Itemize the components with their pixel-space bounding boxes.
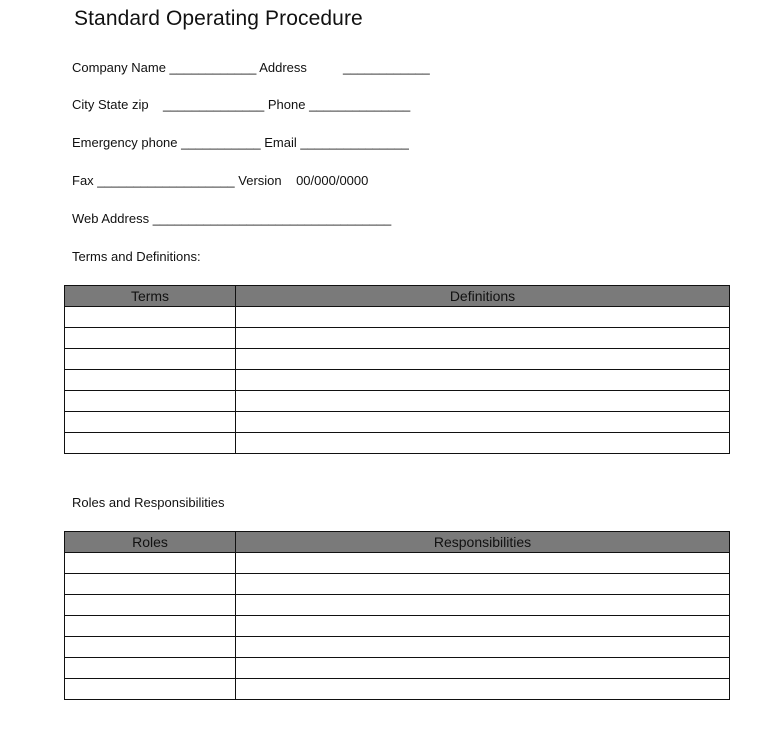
table-cell[interactable] <box>236 658 730 679</box>
table-cell[interactable] <box>65 412 236 433</box>
page-title: Standard Operating Procedure <box>74 7 363 30</box>
table-cell[interactable] <box>236 328 730 349</box>
terms-header-row <box>65 286 730 307</box>
table-row <box>65 616 730 637</box>
table-cell[interactable] <box>236 553 730 574</box>
table-row <box>65 370 730 391</box>
terms-section-heading: Terms and Definitions: <box>72 249 201 264</box>
terms-column-header: Terms <box>65 286 236 307</box>
table-cell[interactable] <box>65 307 236 328</box>
table-row <box>65 574 730 595</box>
table-cell[interactable] <box>236 595 730 616</box>
table-row <box>65 328 730 349</box>
table-cell[interactable] <box>65 391 236 412</box>
table-row <box>65 595 730 616</box>
fax-version-line: Fax ___________________ Version 00/000/0000 <box>72 173 369 188</box>
table-cell[interactable] <box>236 412 730 433</box>
company-address-line: Company Name ____________ Address ____________ <box>72 60 430 75</box>
table-cell[interactable] <box>65 433 236 454</box>
table-row <box>65 307 730 328</box>
table-cell[interactable] <box>65 574 236 595</box>
table-row <box>65 412 730 433</box>
table-cell[interactable] <box>236 391 730 412</box>
table-row <box>65 391 730 412</box>
table-cell[interactable] <box>65 553 236 574</box>
table-cell[interactable] <box>65 658 236 679</box>
table-row <box>65 553 730 574</box>
table-cell[interactable] <box>65 616 236 637</box>
table-cell[interactable] <box>236 637 730 658</box>
table-cell[interactable] <box>236 370 730 391</box>
emergency-email-line: Emergency phone ___________ Email _______________ <box>72 135 409 150</box>
roles-header-row <box>65 532 730 553</box>
city-phone-line: City State zip ______________ Phone ______________ <box>72 97 411 112</box>
table-cell[interactable] <box>65 679 236 700</box>
terms-table <box>64 285 730 454</box>
roles-table <box>64 531 730 700</box>
table-cell[interactable] <box>236 307 730 328</box>
responsibilities-column-header: Responsibilities <box>236 532 730 553</box>
table-cell[interactable] <box>65 595 236 616</box>
table-cell[interactable] <box>236 574 730 595</box>
table-cell[interactable] <box>236 433 730 454</box>
table-cell[interactable] <box>65 637 236 658</box>
web-address-line: Web Address _________________________________ <box>72 211 392 226</box>
table-cell[interactable] <box>236 349 730 370</box>
table-row <box>65 637 730 658</box>
table-cell[interactable] <box>65 370 236 391</box>
table-row <box>65 433 730 454</box>
table-cell[interactable] <box>236 616 730 637</box>
roles-section-heading: Roles and Responsibilities <box>72 495 225 510</box>
table-row <box>65 658 730 679</box>
table-cell[interactable] <box>65 328 236 349</box>
table-row <box>65 679 730 700</box>
table-cell[interactable] <box>65 349 236 370</box>
roles-column-header: Roles <box>65 532 236 553</box>
table-cell[interactable] <box>236 679 730 700</box>
table-row <box>65 349 730 370</box>
definitions-column-header: Definitions <box>236 286 730 307</box>
